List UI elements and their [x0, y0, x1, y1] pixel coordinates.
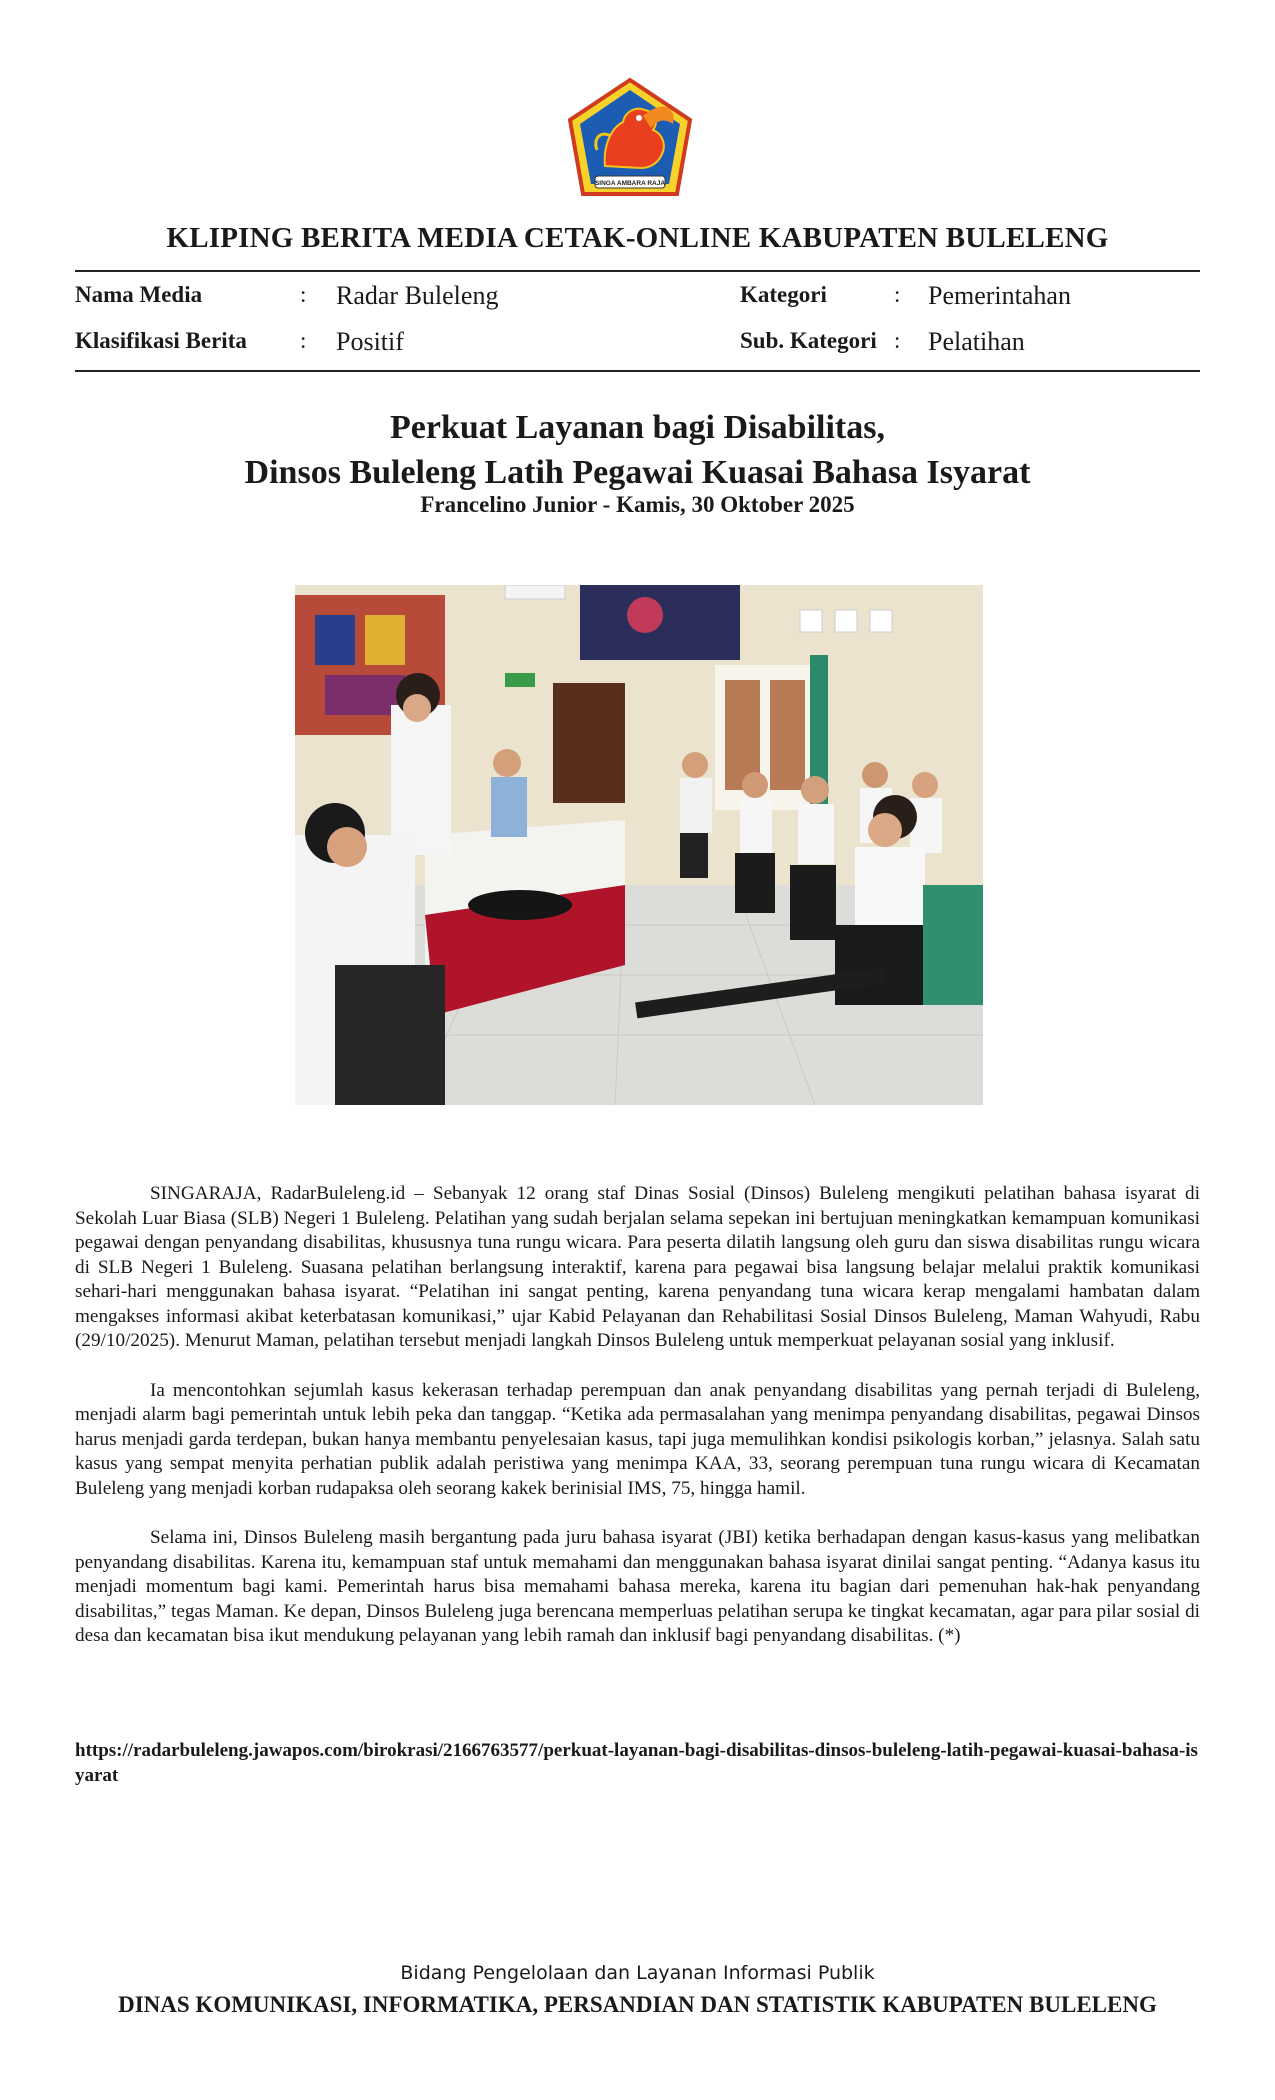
- category-value: Pemerintahan: [928, 281, 1071, 310]
- classification-label: Klasifikasi Berita: [75, 328, 247, 353]
- article-byline: Francelino Junior - Kamis, 30 Oktober 2025: [420, 492, 855, 517]
- article-paragraph: Ia mencontohkan sejumlah kasus kekerasan terhadap perempuan dan anak penyandang disabilitas yang pernah terjadi di Buleleng, menjadi alarm bagi pemerintah untuk lebih peka dan tanggap. “Ketika ada permasalahan yang menimpa penyandang disabilitas, pegawai Dinsos harus menjadi garda terdepan, bukan hanya membantu penyelesaian kasus, tapi juga memulihkan kondisi psikologis korban,” jelasnya. Salah satu kasus yang sempat menyita perhatian publik adalah peristiwa yang menimpa KAA, 33, seorang perempuan tuna rungu wicara di Kecamatan Buleleng yang menjadi korban rudapaksa oleh seorang kakek berinisial IMS, 75, hingga hamil.: [75, 1379, 1200, 1499]
- category-label: Kategori: [740, 282, 827, 307]
- article-paragraph: SINGARAJA, RadarBuleleng.id – Sebanyak 12 orang staf Dinas Sosial (Dinsos) Buleleng mengikuti pelatihan bahasa isyarat di Sekolah Luar Biasa (SLB) Negeri 1 Buleleng. Pelatihan yang sudah berjalan selama sepekan ini bertujuan meningkatkan kemampuan komunikasi pegawai dengan penyandang disabilitas, khususnya tuna rungu wicara. Para peserta dilatih langsung oleh guru dan siswa disabilitas rungu wicara di SLB Negeri 1 Buleleng. Suasana pelatihan berlangsung interaktif, karena para pegawai bisa langsung belajar melalui praktik komunikasi sehari-hari menggunakan bahasa isyarat. “Pelatihan ini sangat penting, karena penyandang tuna wicara kerap mengalami hambatan dalam mengakses informasi akibat keterbatasan komunikasi,” ujar Kabid Pelayanan dan Rehabilitasi Sosial Dinsos Buleleng, Maman Wahyudi, Rabu (29/10/2025). Menurut Maman, pelatihan tersebut menjadi langkah Dinsos Buleleng untuk memperkuat pelayanan sosial yang inklusif.: [75, 1183, 1200, 1351]
- footer-agency-name: DINAS KOMUNIKASI, INFORMATIKA, PERSANDIAN DAN STATISTIK KABUPATEN BULELENG: [118, 1992, 1157, 2017]
- source-url-link[interactable]: https://radarbuleleng.jawapos.com/birokrasi/2166763577/perkuat-layanan-bagi-disabilitas-dinsos-buleleng-latih-pegawai-kuasai-bahasa-isyarat: [75, 1740, 1198, 1786]
- category-colon: :: [894, 282, 901, 307]
- subcategory-label: Sub. Kategori: [740, 328, 877, 353]
- footer-unit-name: Bidang Pengelolaan dan Layanan Informasi Publik: [400, 1962, 875, 1984]
- media-name-label: Nama Media: [75, 282, 203, 307]
- crest-motto-text: SINGA AMBARA RAJA: [594, 180, 666, 187]
- buleleng-regency-crest-icon: [565, 76, 695, 200]
- article-paragraph: Selama ini, Dinsos Buleleng masih bergantung pada juru bahasa isyarat (JBI) ketika berhadapan dengan kasus-kasus yang melibatkan penyandang disabilitas. Karena itu, kemampuan staf untuk memahami dan menggunakan bahasa isyarat dinilai sangat penting. “Adanya kasus itu menjadi momentum bagi kami. Pemerintah harus bisa memahami bahasa mereka, karena itu bagian dari pemenuhan hak-hak penyandang disabilitas,” tegas Maman. Ke depan, Dinsos Buleleng juga berencana memperluas pelatihan serupa ke tingkat kecamatan, agar para pilar sosial di desa dan kecamatan bisa ikut mendukung pelayanan yang lebih ramah dan inklusif bagi penyandang disabilitas. (*): [75, 1527, 1200, 1646]
- article-headline-line2: Dinsos Buleleng Latih Pegawai Kuasai Bahasa Isyarat: [244, 454, 1031, 491]
- classification-value: Positif: [336, 327, 404, 356]
- header-top-rule: [75, 270, 1200, 272]
- sign-language-training-photo: [295, 585, 983, 1105]
- header-bottom-rule: [75, 370, 1200, 372]
- document-title: KLIPING BERITA MEDIA CETAK-ONLINE KABUPATEN BULELENG: [166, 222, 1109, 254]
- subcategory-colon: :: [894, 328, 901, 353]
- classification-colon: :: [300, 328, 307, 353]
- buleleng-crest-logo: [565, 76, 695, 200]
- media-name-colon: :: [300, 282, 307, 307]
- article-headline-line1: Perkuat Layanan bagi Disabilitas,: [390, 409, 885, 446]
- subcategory-value: Pelatihan: [928, 327, 1025, 356]
- media-name-value: Radar Buleleng: [336, 281, 499, 310]
- article-body: [75, 1182, 1200, 1674]
- article-photo: [295, 585, 983, 1105]
